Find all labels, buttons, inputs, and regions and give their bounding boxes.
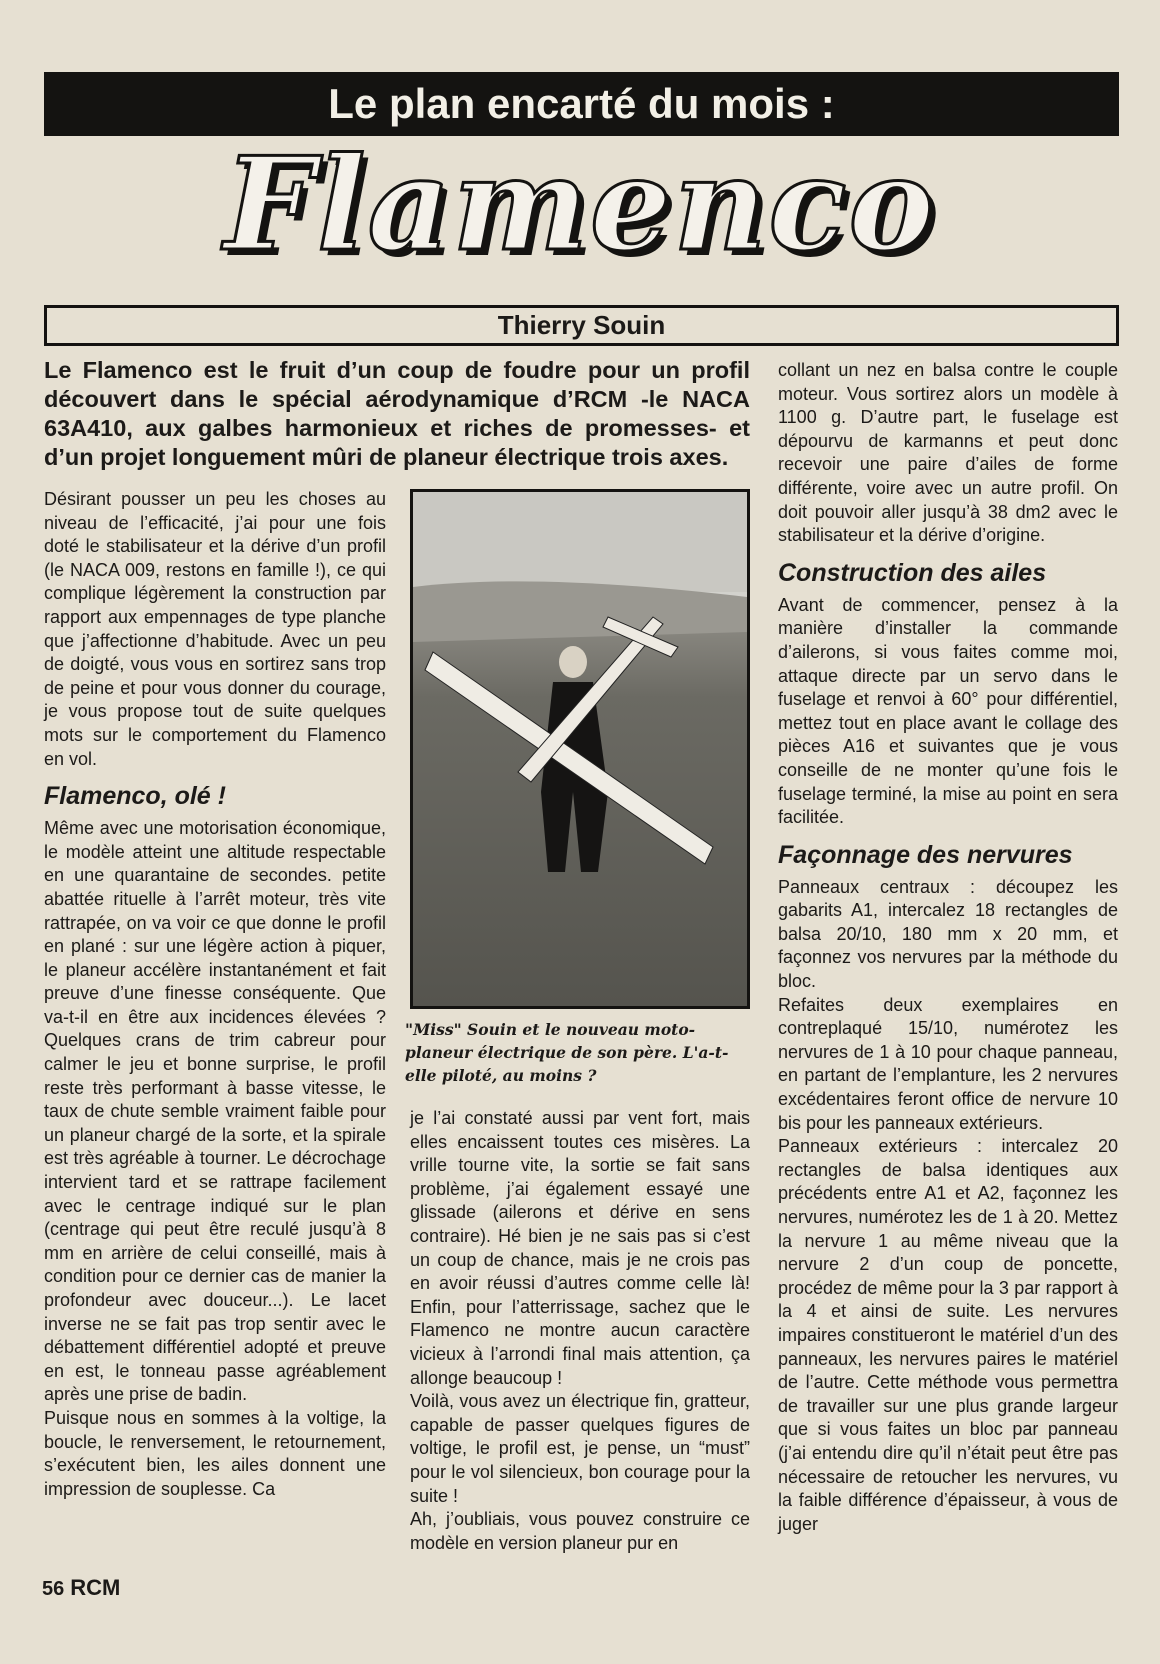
paragraph: Puisque nous en sommes à la voltige, la boucle, le renversement, le retournement, s’exécutent bien, les ailes donnent une impression de souplesse. Ca	[44, 1407, 386, 1499]
author-name: Thierry Souin	[497, 310, 666, 340]
article-title: Flamenco	[224, 130, 936, 280]
subheading: Façonnage des nervures	[778, 840, 1073, 869]
paragraph: Refaites deux exemplaires en contreplaqué 15/10, numérotez les nervures de 1 à 10 pour chaque panneau, en partant de l’emplanture, les 2 nervures excédentaires feront office de nervure 10 bis pour les panneaux extérieurs.	[778, 994, 1118, 1133]
page-number: 56	[42, 1578, 65, 1600]
paragraph: Voilà, vous avez un électrique fin, gratteur, capable de passer quelques figures de voltige, le profil est, je pense, un “must” pour le vol silencieux, bon courage pour la suite !	[410, 1391, 750, 1506]
paragraph: Ah, j’oubliais, vous pouvez construire ce modèle en version planeur pur en	[410, 1509, 750, 1553]
column-3	[778, 359, 1118, 1536]
page-footer	[42, 1575, 120, 1601]
column-2	[410, 1107, 750, 1555]
section-title-bar	[44, 72, 1119, 136]
lead-paragraph: Le Flamenco est le fruit d’un coup de foudre pour un profil découvert dans le spécial aérodynamique d’RCM -le NACA 63A410, aux galbes harmonieux et riches de promesses- et d’un projet longuement mûri de planeur électrique trois axes.	[44, 357, 750, 470]
column-1	[44, 488, 386, 1501]
glider-photo-illustration	[413, 492, 747, 1006]
paragraph: Panneaux centraux : découpez les gabarits A1, intercalez 18 rectangles de balsa 20/10, 180 mm x 20 mm, et façonnez vos nervures par la méthode du bloc.	[778, 876, 1118, 992]
subheading: Flamenco, olé !	[44, 782, 226, 811]
paragraph: collant un nez en balsa contre le couple moteur. Vous sortirez alors un modèle à 1100 g. D’autre part, le fuselage est dépourvu de karmanns et peut donc recevoir une paire d’ailes de forme différente, voire avec un autre profil. On doit pouvoir aller jusqu’à 38 dm2 avec le stabilisateur et la dérive d’origine.	[778, 360, 1118, 546]
paragraph: Même avec une motorisation économique, le modèle atteint une altitude respectable en une quarantaine de secondes. petite abattée rituelle à l’arrêt moteur, très vite rattrapée, on va voir ce que donne le profil en plané : sur une légère action à piquer, le planeur accélère instantanément et fait preuve d’une finesse conséquente. Que va-t-il en être aux incidences élevées ? Quelques crans de trim cabreur pour calmer le jeu et bonne surprise, le profil reste très performant à basse vitesse, le taux de chute semble vraiment faible pour un planeur chargé de la sorte, et la spirale est très agréable à tourner. Le décrochage intervient tard et se rattrape facilement avec le centrage indiqué sur le plan (centrage qui peut être reculé jusqu’à 8 mm en arrière de celui conseillé, mais à condition pour ce dernier cas de manier la profondeur avec douceur...). Le lacet inverse ne se fait pas trop sentir avec le débattement différentiel adopté et preuve en est, le tonneau passe agréablement après une prise de badin.	[44, 818, 386, 1405]
paragraph: Panneaux extérieurs : intercalez 20 rectangles de balsa identiques aux précédents entre A1 et A2, façonnez les nervures, numérotez les de 1 à 20. Mettez la nervure 1 au même niveau que la nervure 2 d’un coup de poncette, procédez de même pour la 3 par rapport à la 4 et ainsi de suite. Les nervures impaires constitueront le matériel d’un des panneaux, les nervures paires le matériel de l’autre. Cette méthode vous permettra de travailler sur une plus grande largeur que si vous faites un bloc par panneau (j’ai entendu dire qu’il n’était peut être pas nécessaire de retoucher les nervures, vu la faible différence d’épaisseur, à vous de juger	[778, 1136, 1118, 1534]
kicker: Le plan encarté du mois :	[328, 80, 835, 127]
subheading: Construction des ailes	[778, 558, 1047, 587]
paragraph: Avant de commencer, pensez à la manière d’installer la commande d’ailerons, si vous faites comme moi, attaque directe par un servo dans le fuselage et renvoi à 60° pour différentiel, mettez tout en place avant le collage des pièces A16 et suivantes que je vous conseille de ne monter qu’une fois le fuselage terminé, la mise au point en sera facilitée.	[778, 594, 1118, 828]
photo-caption: "Miss" Souin et le nouveau moto-planeur électrique de son père. L'a-t-elle piloté, au moins ?	[405, 1020, 729, 1085]
magazine-name: RCM	[70, 1575, 121, 1600]
author-box	[44, 305, 1119, 346]
photo-pilot-with-glider	[410, 489, 750, 1009]
paragraph: je l’ai constaté aussi par vent fort, mais elles encaissent toutes ces misères. La vrille tourne vite, la sortie se fait sans problème, j’ai également essayé une glissade (ailerons et dérive en sens contraire). Hé bien je ne sais pas si c’est un coup de chance, mais je ne crois pas en avoir réussi d’autres comme celle là! Enfin, pour l’atterrissage, sachez que le Flamenco ne montre aucun caractère vicieux à l’arrondi final mais attention, ça allonge beaucoup !	[410, 1108, 750, 1388]
paragraph: Désirant pousser un peu les choses au niveau de l’efficacité, j’ai pour une fois doté le stabilisateur et la dérive d’un profil (le NACA 009, restons en famille !), ce qui complique légèrement la construction par rapport aux empennages de type planche que j’affectionne d’habitude. Avec un peu de doigté, vous vous en sortirez sans trop de peine et pour vous donner du courage, je vous propose tout de suite quelques mots sur le comportement du Flamenco en vol.	[44, 489, 386, 769]
